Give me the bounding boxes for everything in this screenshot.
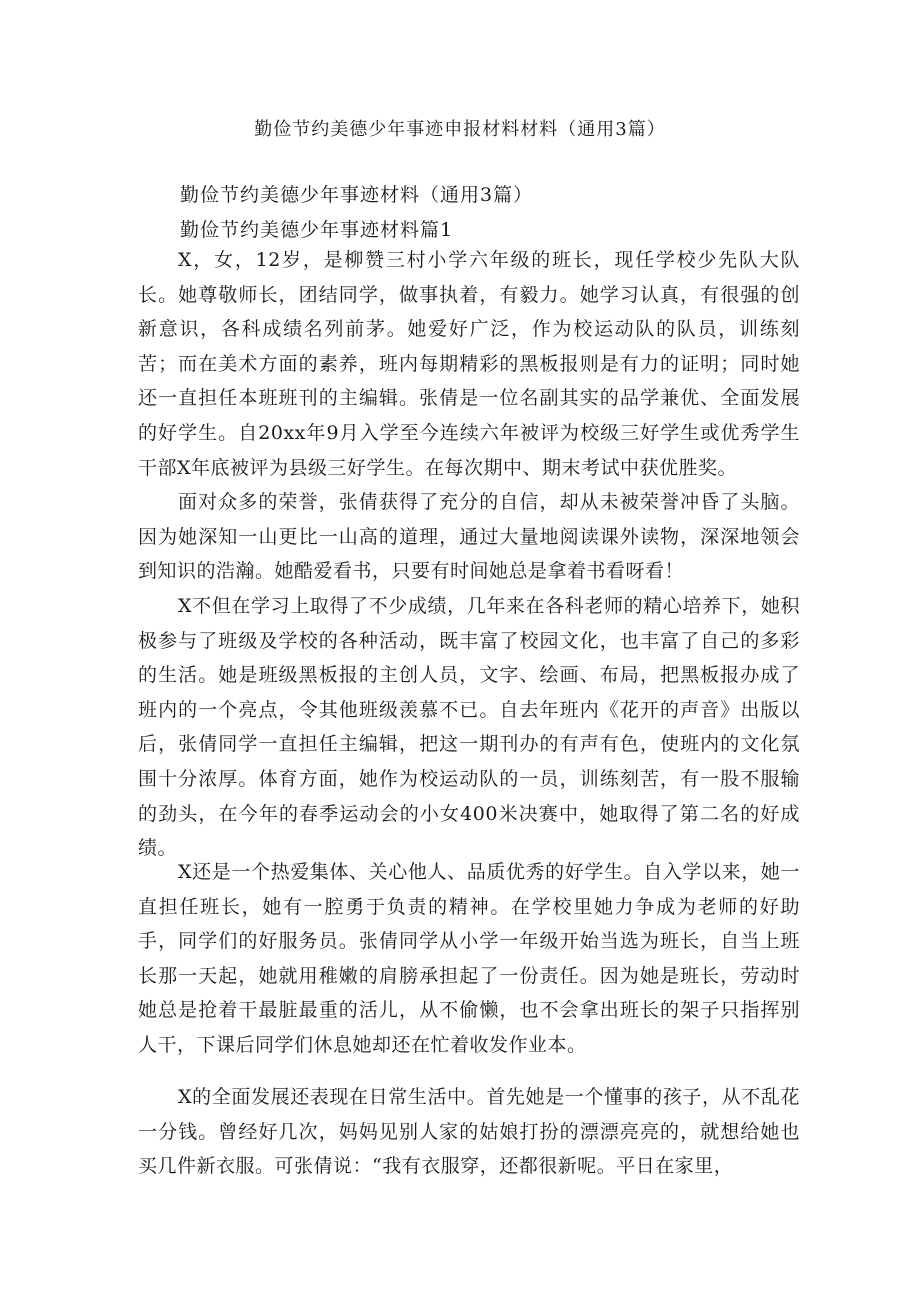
paragraph-1: X，女，12岁，是柳赞三村小学六年级的班长，现任学校少先队大队长。她尊敬师长，团结同学，做事执着，有毅力。她学习认真，有很强的创新意识，各科成绩名列前茅。她爱好广泛，作为校运动队的队员，训练刻苦；而在美术方面的素养，班内每期精彩的黑板报则是有力的证明；同时她还一直担任本班班刊的主编辑。张倩是一位名副其实的品学兼优、全面发展的好学生。自20xx年9月入学至今连续六年被评为校级三好学生或优秀学生干部X年底被评为县级三好学生。在每次期中、期末考试中获优胜奖。 bbox=[138, 249, 800, 479]
paragraph-4-block bbox=[138, 855, 800, 1063]
document-subtitle: 勤俭节约美德少年事迹材料（通用3篇） bbox=[180, 184, 534, 206]
paragraph-3-block bbox=[138, 589, 800, 866]
section-heading: 勤俭节约美德少年事迹材料篇1 bbox=[180, 219, 454, 241]
paragraph-1-block bbox=[138, 243, 800, 485]
paragraph-4: X还是一个热爱集体、关心他人、品质优秀的好学生。自入学以来，她一直担任班长，她有一腔勇于负责的精神。在学校里她力争成为老师的好助手，同学们的好服务员。张倩同学从小学一年级开始当选为班长，自当上班长那一天起，她就用稚嫩的肩膀承担起了一份责任。因为她是班长，劳动时她总是抢着干最脏最重的活儿，从不偷懒，也不会拿出班长的架子只指挥别人干，下课后同学们休息她却还在忙着收发作业本。 bbox=[138, 861, 800, 1056]
paragraph-2-block bbox=[138, 485, 800, 589]
paragraph-2: 面对众多的荣誉，张倩获得了充分的自信，却从未被荣誉冲昏了头脑。因为她深知一山更比一山高的道理，通过大量地阅读课外读物，深深地领会到知识的浩瀚。她酷爱看书，只要有时间她总是拿着书看呀看！ bbox=[138, 491, 800, 583]
document-title: 勤俭节约美德少年事迹申报材料材料（通用3篇） bbox=[254, 119, 666, 140]
paragraph-5: X的全面发展还表现在日常生活中。首先她是一个懂事的孩子，从不乱花一分钱。曾经好几次，妈妈见别人家的姑娘打扮的漂漂亮亮的，就想给她也买几件新衣服。可张倩说：“我有衣服穿，还都很新呢。平日在家里， bbox=[138, 1086, 800, 1178]
paragraph-3: X不但在学习上取得了不少成绩，几年来在各科老师的精心培养下，她积极参与了班级及学校的各种活动，既丰富了校园文化，也丰富了自己的多彩的生活。她是班级黑板报的主创人员，文字、绘画、布局，把黑板报办成了班内的一个亮点，令其他班级羡慕不已。自去年班内《花开的声音》出版以后，张倩同学一直担任主编辑，把这一期刊办的有声有色，使班内的文化氛围十分浓厚。体育方面，她作为校运动队的一员，训练刻苦，有一股不服输的劲头，在今年的春季运动会的小女400米决赛中，她取得了第二名的好成绩。 bbox=[138, 595, 800, 860]
paragraph-5-block bbox=[138, 1080, 800, 1184]
